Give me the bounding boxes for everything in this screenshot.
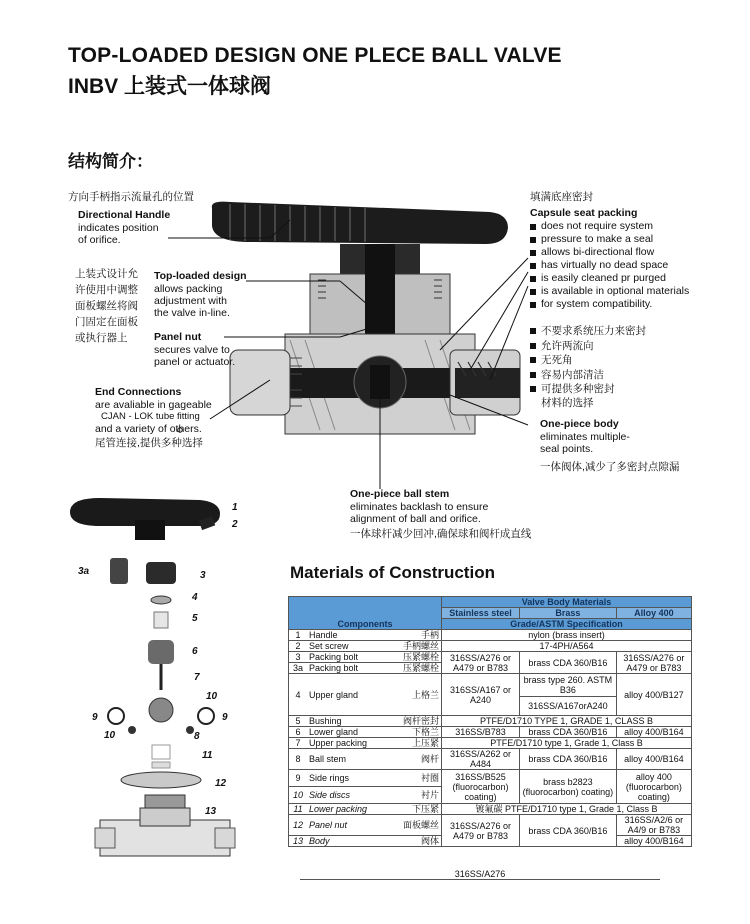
list-item: pressure to make a seal [530,233,689,246]
list-item: is available in optional materials [530,285,689,298]
end-connections-desc-2: CJAN - LOK tube fitting [101,411,200,422]
part-number: 4 [192,592,198,603]
part-number: 7 [194,672,200,683]
panel-nut-desc-1: secures valve to [154,344,230,356]
end-connections-desc-3: and a variety of others. [95,423,202,435]
capsule-seat-cn-list [530,324,646,397]
table-row: 10 Side discs 衬片 [289,787,692,804]
table-row: 3a Packing bolt 压紧螺栓 [289,663,692,674]
col-header-stainless: Stainless steel [442,608,520,619]
ball-stem-desc-2: alignment of ball and orifice. [350,513,481,525]
top-loaded-desc-3: the valve in-line. [154,307,230,319]
ball-stem-desc-1: eliminates backlash to ensure [350,501,489,513]
end-connections-cn: 尾管连接,提供多种选择 [95,437,203,449]
table-row: 9 Side rings 衬圈 316SS/B525 (fluorocarbon) coating) brass b2823 (fluorocarbon) coating) alloy 400 (fluorocarbon) coating) [289,770,692,787]
exploded-view-illustration [60,490,280,910]
capsule-seat-cn: 填满底座密封 [530,191,593,203]
materials-title: Materials of Construction [290,563,495,582]
list-item: allows bi-directional flow [530,246,689,259]
spec-header: Grade/ASTM Specification [442,619,692,630]
part-number: 5 [192,613,198,624]
list-item: has virtually no dead space [530,259,689,272]
capsule-seat-cn-item-6: 材料的选择 [541,397,594,409]
part-number: 3a [78,566,90,577]
directional-handle-desc-2: of orifice. [78,234,121,246]
list-item: 容易内部清洁 [530,368,646,383]
part-number: 13 [205,806,217,817]
end-connections-title: End Connections [95,386,182,398]
list-item: 不要求系统压力来密封 [530,324,646,339]
materials-table [288,596,692,847]
one-piece-body-cn: 一体阀体,减少了多密封点隙漏 [540,461,680,473]
one-piece-body-desc-2: seal points. [540,443,594,455]
table-row: 4 Upper gland 上格兰 316SS/A167 or A240 brass type 260. ASTM B36 alloy 400/B127 [289,674,692,697]
panel-nut-title: Panel nut [154,331,202,343]
table-row: 316SS/A167orA240 [289,697,692,716]
top-loaded-desc-2: adjustment with [154,295,227,307]
part-number: 2 [232,519,238,530]
part-number: 12 [215,778,227,789]
valve-body-materials-header: Valve Body Materials [442,597,692,608]
part-number: 11 [202,750,213,761]
list-item: 允许两流向 [530,339,646,354]
part-number: 10 [104,730,116,741]
table-row: 6 Lower gland 下格兰 316SS/B783 brass CDA 360/B16 alloy 400/B164 [289,727,692,738]
capsule-seat-list [530,220,689,311]
list-item: 无死角 [530,353,646,368]
section-title: 结构简介： [68,152,153,171]
top-loaded-desc-1: allows packing [154,283,223,295]
col-header-brass: Brass [520,608,617,619]
end-connections-desc-1: are avaliable in gageable [95,399,212,411]
table-row: 12 Panel nut 面板螺丝 316SS/A276 or A479 or B783 brass CDA 360/B16 316SS/A2/6 or A4/9 or B783 [289,815,692,836]
part-number: 9 [222,712,228,723]
table-row: 8 Ball stem 阀杆 316SS/A262 or A484 brass CDA 360/B16 alloy 400/B164 [289,749,692,770]
part-number: 8 [194,731,200,742]
body-stainless-value: 316SS/A276 [300,869,660,880]
table-row: 3 Packing bolt 压紧螺栓 316SS/A276 or A479 or B783 brass CDA 360/B16 316SS/A276 or A479 or B783 [289,652,692,663]
one-piece-body-desc-1: eliminates multiple- [540,431,630,443]
capsule-seat-title: Capsule seat packing [530,207,638,219]
table-row: 7 Upper packing 上压紧 PTFE/D1710 type 1, Grade 1, Class B [289,738,692,749]
list-item: is easily cleaned pr purged [530,272,689,285]
top-loaded-cn-text: 上装式设计允 许使用中调整 面板螺丝将阀 门固定在面板 或执行器上 [75,268,138,344]
part-number: 9 [92,712,98,723]
list-item: 可提供多种密封 [530,382,646,397]
page-title: TOP-LOADED DESIGN ONE PLECE BALL VALVE [68,44,562,67]
table-row: 11 Lower packing 下压紧 镀氟碳 PTFE/D1710 type 1, Grade 1, Class B [289,804,692,815]
table-row: 2 Set screw 手柄螺丝 17-4PH/A564 [289,641,692,652]
part-number: 3 [200,570,206,581]
table-row: 1 Handle 手柄 nylon (brass insert) [289,630,692,641]
table-row: 5 Bushing 阀杆密封 PTFE/D1710 TYPE 1, GRADE 1, CLASS B [289,716,692,727]
list-item: does not require system [530,220,689,233]
part-number: 1 [232,502,238,513]
list-item: for system compatibility. [530,298,689,311]
part-number: 10 [206,691,218,702]
panel-nut-desc-2: panel or actuator. [154,356,236,368]
page-subtitle: INBV 上装式一体球阀 [68,75,272,98]
col-header-alloy: Alloy 400 [616,608,691,619]
components-header: Components [289,597,442,630]
directional-handle-title: Directional Handle [78,209,171,221]
table-row: 13 Body 阀体 alloy 400/B164 [289,836,692,847]
top-loaded-title: Top-loaded design [154,270,247,282]
part-number: 6 [192,646,198,657]
directional-handle-desc-1: indicates position [78,222,159,234]
ball-stem-cn: 一体球杆减少回冲,确保球和阀杆成直线 [350,528,532,540]
ball-stem-title: One-piece ball stem [350,488,450,500]
one-piece-body-title: One-piece body [540,418,619,430]
directional-handle-cn: 方向手柄指示流量孔的位置 [68,191,194,203]
